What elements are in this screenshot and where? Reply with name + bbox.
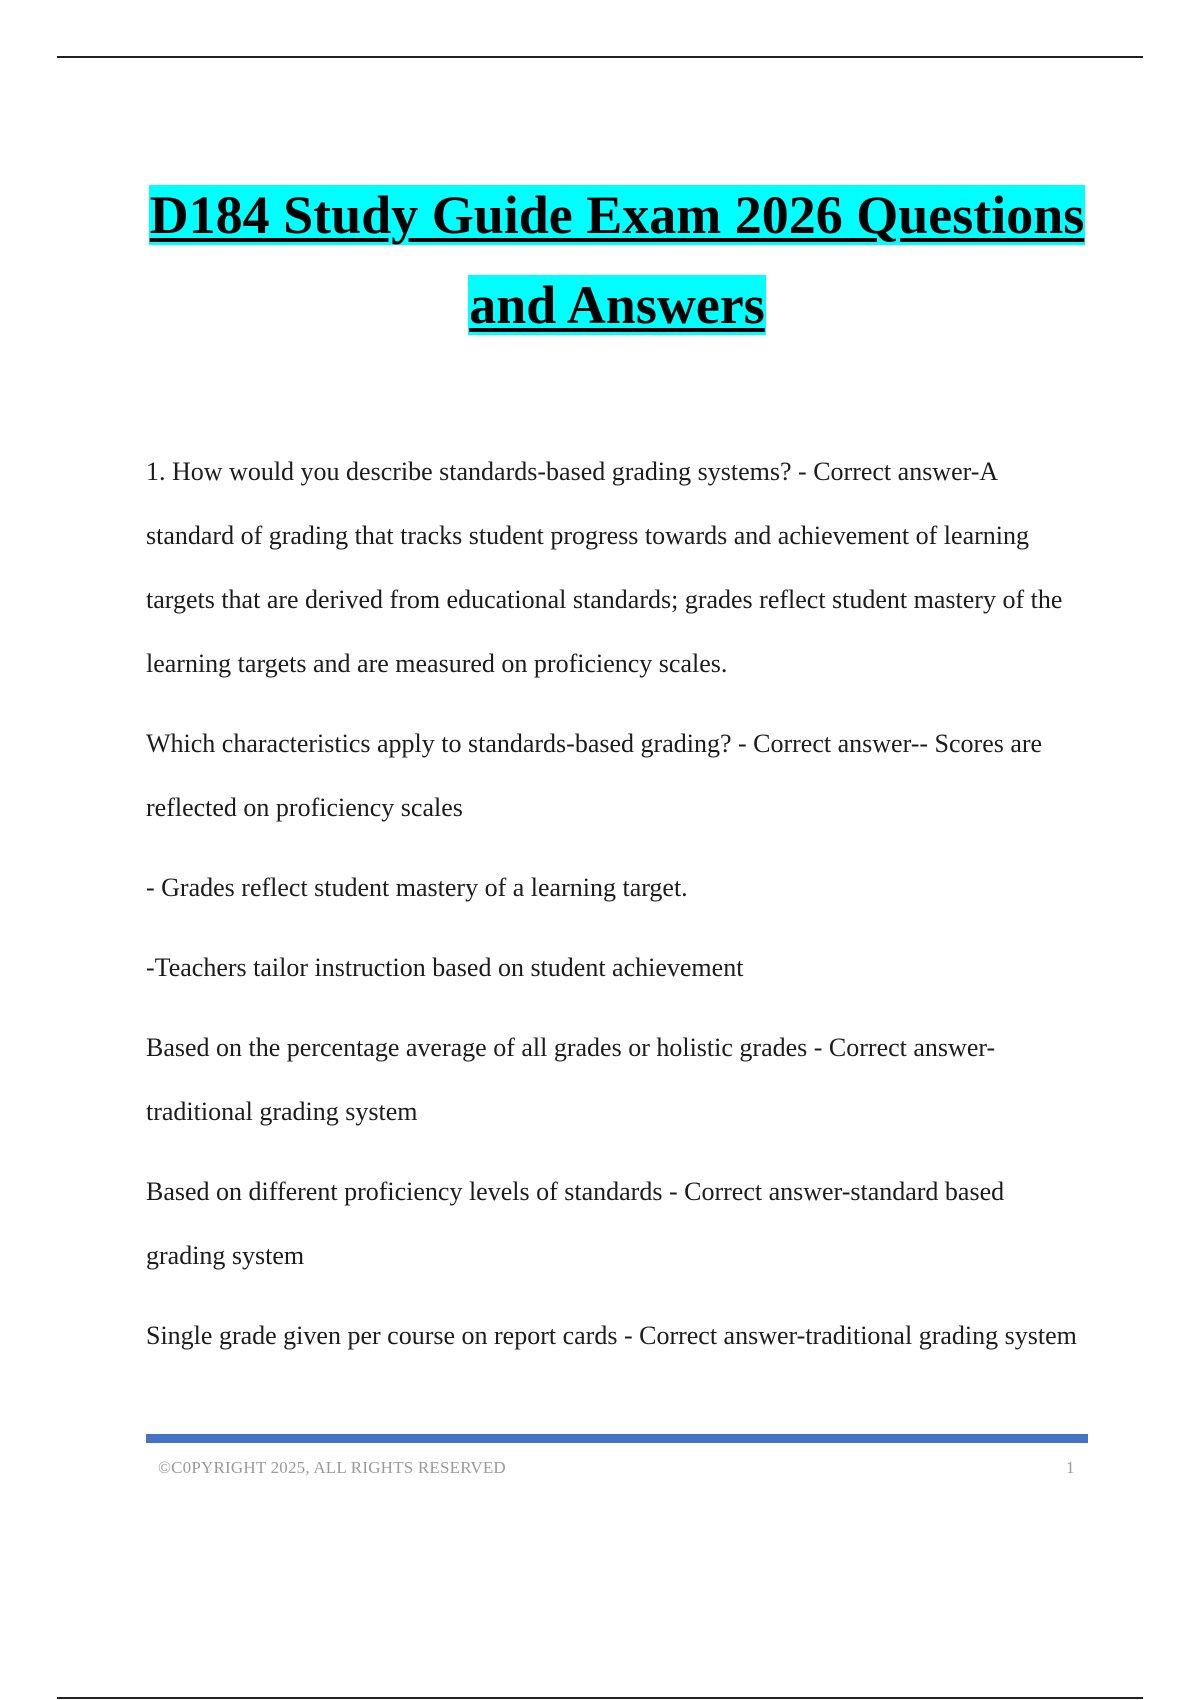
footer-copyright: ©C0PYRIGHT 2025, ALL RIGHTS RESERVED bbox=[158, 1458, 506, 1477]
document-body bbox=[146, 440, 1086, 1368]
paragraph-teachers-tailor: -Teachers tailor instruction based on student achievement bbox=[146, 953, 744, 982]
paragraph-grades-mastery: - Grades reflect student mastery of a learning target. bbox=[146, 873, 688, 902]
title-line-2: and Answers bbox=[469, 275, 765, 335]
paragraph-single-grade: Single grade given per course on report cards - Correct answer-traditional grading system bbox=[146, 1321, 1077, 1350]
paragraph-proficiency-levels: Based on different proficiency levels of standards - Correct answer-standard based grading system bbox=[146, 1177, 1005, 1270]
footer-bar bbox=[146, 1434, 1088, 1443]
paragraph-question-1: 1. How would you describe standards-based grading systems? - Correct answer-A standard of grading that tracks student progress towards and achievement of learning targets that are derived from educational standards; grades reflect student mastery of the learning targets and are measured on proficiency scales. bbox=[146, 457, 1063, 678]
bottom-rule bbox=[57, 1697, 1143, 1699]
document-title bbox=[140, 170, 1094, 350]
title-line-1: D184 Study Guide Exam 2026 Questions bbox=[149, 185, 1085, 245]
footer-page-number: 1 bbox=[1066, 1458, 1075, 1477]
paragraph-characteristics: Which characteristics apply to standards-based grading? - Correct answer-- Scores are reflected on proficiency scales bbox=[146, 729, 1043, 822]
top-rule bbox=[57, 56, 1143, 58]
paragraph-percentage-average: Based on the percentage average of all grades or holistic grades - Correct answer-traditional grading system bbox=[146, 1033, 996, 1126]
